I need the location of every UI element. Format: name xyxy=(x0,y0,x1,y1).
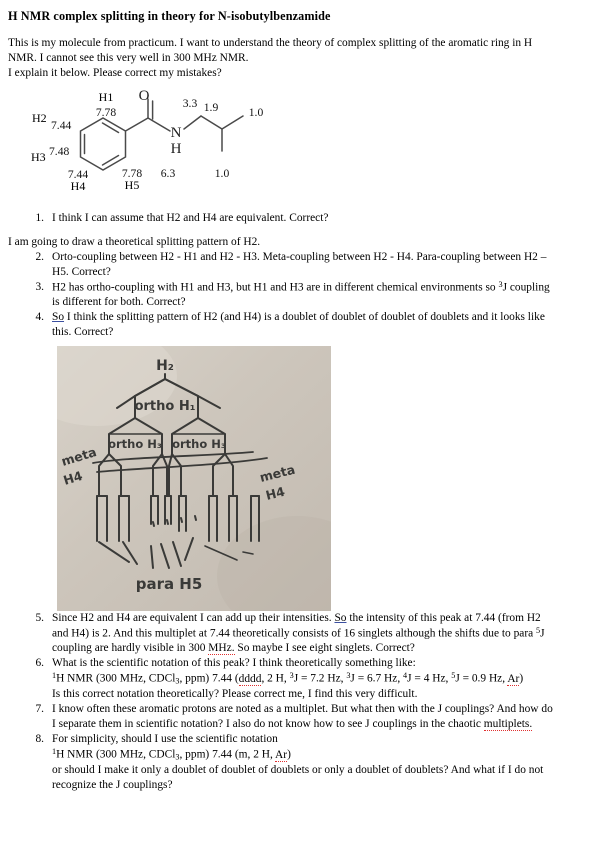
intro-line-3: I explain it below. Please correct my mistakes? xyxy=(8,67,222,80)
shift-value-h3: 7.48 xyxy=(49,145,70,159)
document-page xyxy=(0,9,600,841)
proton-label-h5: H5 xyxy=(124,178,140,193)
list-item-7-line-2 xyxy=(52,717,592,732)
hand-drawn-splitting-tree-photo xyxy=(57,346,331,611)
item4-text-rest: I think the splitting pattern of H2 (and H4) is a doublet of doublet of doublet of doublets and it looks like xyxy=(64,311,545,324)
list-item-5 xyxy=(0,611,592,656)
list-item-7-line-1: I know often these aromatic protons are noted as a multiplet. But what then with the J couplings? And how do xyxy=(52,703,553,716)
list-item-2-line-1: Orto-coupling between H2 - H1 and H2 - H3. Meta-coupling between H2 - H4. Para-coupling between H2 – xyxy=(52,251,547,264)
proton-label-h1: H1 xyxy=(98,90,114,105)
notation6-after-dddd: , 2 H, xyxy=(261,672,290,685)
notation6-close: ) xyxy=(519,672,524,685)
list-item-8-nmr-notation xyxy=(52,747,592,763)
item5-line2-a: and H4) is 2. And this multiplet at 7.44 theoretically consists of 16 singlets although the shifts due to para xyxy=(52,627,537,640)
notation6-j4-superscript: 5 xyxy=(451,671,456,681)
item5-line3-a: coupling are hardly visible in 300 xyxy=(52,642,209,655)
list-item-7-number: 7. xyxy=(35,703,44,716)
notation8-subscript-3: 3 xyxy=(175,752,180,762)
list-item-3-line-1 xyxy=(52,280,592,296)
intro-line-2: NMR. I cannot see this very well in 300 MHz NMR. xyxy=(8,52,249,65)
list-item-5-line-2 xyxy=(52,626,592,642)
question-list-second xyxy=(0,250,600,340)
shift-value-h2: 7.44 xyxy=(51,119,72,133)
list-item-8-line-3: or should I make it only a doublet of doublet of doublets or only a doublet of doublets? And what if I do not xyxy=(52,764,544,777)
intro-line-1: This is my molecule from practicum. I want to understand the theory of complex splitting of the aromatic ring in H xyxy=(8,36,533,49)
notation6-superscript-1: 1 xyxy=(52,671,57,681)
shift-value-h5: 7.78 xyxy=(121,167,143,181)
item3-superscript-3: 3 xyxy=(498,279,503,289)
item3-text-b: J coupling xyxy=(502,281,550,294)
list-item-6-line-3: Is this correct notation theoretically? Please correct me, I find this very difficult. xyxy=(52,688,418,701)
proton-label-h2: H2 xyxy=(32,111,47,126)
shift-value-ch3-lower: 1.0 xyxy=(214,167,230,181)
handwriting-label-ortho-h3-left: ortho H₃ xyxy=(108,436,162,451)
list-item-4-line-2: this. Correct? xyxy=(52,326,114,339)
list-item-8-number: 8. xyxy=(35,732,44,745)
shift-value-nh: 6.3 xyxy=(160,167,176,181)
list-item-5-line-3 xyxy=(52,641,592,656)
list-item-1-number: 1. xyxy=(35,212,44,225)
handwriting-label-para-h5: para H5 xyxy=(135,574,203,593)
list-item-2 xyxy=(0,250,592,280)
list-item-1-text: I think I can assume that H2 and H4 are equivalent. Correct? xyxy=(52,212,329,225)
notation8-prefix: H NMR (300 MHz, CDCl xyxy=(56,748,176,761)
list-item-8-line-1: For simplicity, should I use the scientific notation xyxy=(52,732,278,745)
list-item-3 xyxy=(0,280,592,310)
item7-line2-a: I separate them in scientific notation? I also do not know how to see J couplings in the chaotic xyxy=(52,718,484,731)
item5-text-b: the intensity of this peak at 7.44 (from H2 xyxy=(346,611,541,624)
shift-value-ch: 1.9 xyxy=(203,101,219,115)
spellcheck-marked-ar-item6: Ar xyxy=(507,672,520,685)
shift-value-h1: 7.78 xyxy=(95,106,117,120)
list-item-4 xyxy=(0,310,592,340)
list-item-7 xyxy=(0,702,592,732)
handwriting-label-h2: H₂ xyxy=(156,357,174,374)
handwriting-label-ortho-h1: ortho H₁ xyxy=(134,398,196,414)
notation6-j3: J = 4 Hz, xyxy=(407,672,452,685)
question-list-first xyxy=(0,211,600,226)
list-item-2-number: 2. xyxy=(35,251,44,264)
notation6-mid: , ppm) 7.44 ( xyxy=(179,672,239,685)
item3-text-a: H2 has ortho-coupling with H1 and H3, but H1 and H3 are in different chemical environments so xyxy=(52,281,499,294)
spellcheck-marked-multiplets: multiplets. xyxy=(483,718,533,731)
question-list-third xyxy=(0,611,600,793)
intro-paragraph xyxy=(8,36,592,81)
page-title: H NMR complex splitting in theory for N-isobutylbenzamide xyxy=(8,9,331,23)
grammar-marked-so-item5: So xyxy=(334,611,347,624)
list-item-4-line-1 xyxy=(52,310,592,325)
shift-value-h4: 7.44 xyxy=(67,168,89,182)
list-item-6-nmr-notation xyxy=(52,671,592,687)
notation6-subscript-3: 3 xyxy=(175,676,180,686)
list-item-8-line-4: recognize the J couplings? xyxy=(52,778,173,791)
handwriting-label-ortho-h3-right: ortho H₃ xyxy=(172,436,226,451)
item5-text-a: Since H2 and H4 are equivalent I can add up their intensities. xyxy=(52,611,335,624)
shift-value-ch2: 3.3 xyxy=(182,97,198,111)
list-item-4-number: 4. xyxy=(35,311,44,324)
handwriting-label-meta-right-line1: meta xyxy=(258,461,297,485)
atom-label-oxygen: O xyxy=(138,89,150,105)
handwriting-label-meta-right-line2: H4 xyxy=(264,483,287,503)
list-item-2-line-2: H5. Correct? xyxy=(52,265,111,278)
proton-label-h3: H3 xyxy=(31,150,46,165)
list-item-1 xyxy=(0,211,592,226)
notation6-j3-superscript: 4 xyxy=(403,671,408,681)
item5-line2-b: J xyxy=(540,627,545,640)
list-item-6 xyxy=(0,656,592,702)
handwriting-label-meta-left-line2: H4 xyxy=(61,467,85,488)
list-item-5-number: 5. xyxy=(35,611,44,624)
list-item-3-number: 3. xyxy=(35,280,44,293)
notation6-j4: J = 0.9 Hz, xyxy=(455,672,508,685)
list-item-6-line-1: What is the scientific notation of this peak? I think theoretically something like: xyxy=(52,657,416,670)
notation6-j1-superscript: 3 xyxy=(289,671,294,681)
handwriting-label-meta-left-line1: meta xyxy=(59,443,99,469)
notation8-close: ) xyxy=(287,748,291,761)
item5-superscript-5: 5 xyxy=(536,625,541,635)
proton-label-h4: H4 xyxy=(70,179,86,194)
grammar-marked-so: So xyxy=(52,311,65,324)
notation6-j2-superscript: 3 xyxy=(346,671,351,681)
spellcheck-marked-dddd: dddd xyxy=(238,672,262,685)
list-item-6-number: 6. xyxy=(35,657,44,670)
shift-value-ch3-upper: 1.0 xyxy=(248,106,264,120)
spellcheck-marked-mhz: MHz. xyxy=(208,642,235,655)
notation6-prefix: H NMR (300 MHz, CDCl xyxy=(56,672,176,685)
list-item-3-line-2: is different for both. Correct? xyxy=(52,296,186,309)
mid-paragraph: I am going to draw a theoretical splitting pattern of H2. xyxy=(8,236,261,249)
spellcheck-marked-ar-item8: Ar xyxy=(275,748,288,761)
notation6-j2: J = 6.7 Hz, xyxy=(350,672,404,685)
atom-label-nitrogen: N xyxy=(170,125,182,142)
molecule-structure-diagram xyxy=(18,89,318,211)
notation8-superscript-1: 1 xyxy=(52,746,57,756)
atom-label-amide-hydrogen: H xyxy=(170,141,182,158)
notation8-mid: , ppm) 7.44 (m, 2 H, xyxy=(179,748,276,761)
item5-line3-b: So maybe I see eight singlets. Correct? xyxy=(234,642,415,655)
list-item-5-line-1 xyxy=(52,611,592,626)
list-item-8 xyxy=(0,732,592,793)
notation6-j1: J = 7.2 Hz, xyxy=(293,672,347,685)
